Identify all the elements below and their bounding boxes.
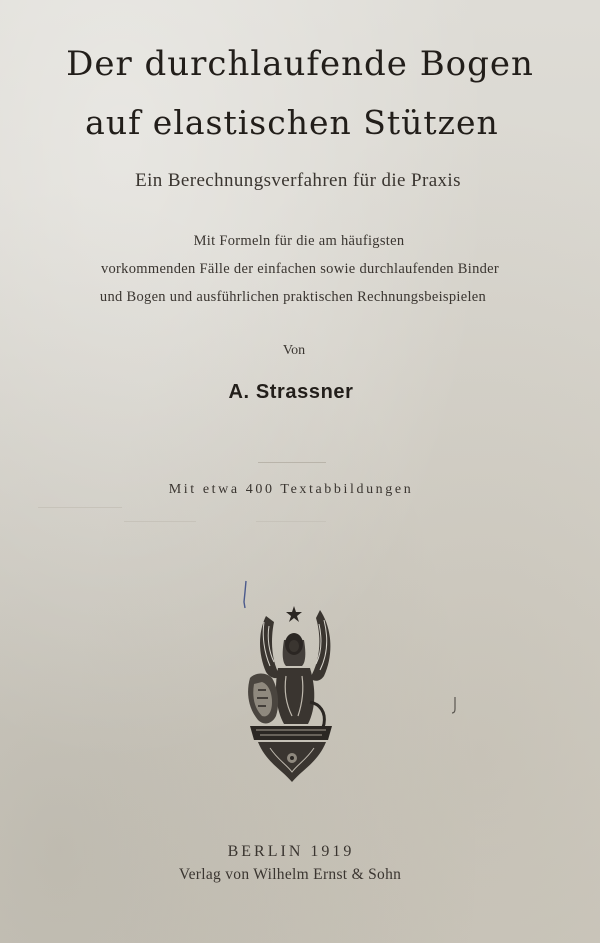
imprint-publisher: Verlag von Wilhelm Ernst & Sohn (178, 866, 402, 883)
imprint-city-year: BERLIN 1919 (227, 843, 355, 860)
publisher-sphinx-emblem-icon (236, 592, 346, 786)
faint-rule-middle (124, 521, 196, 522)
description-line-1: Mit Formeln für die am häufigsten (193, 233, 405, 249)
title-line-1: Der durchlaufende Bogen (66, 44, 534, 84)
byline: Von (282, 343, 306, 358)
description-line-3: und Bogen und ausführlichen praktischen Rechnungsbeispielen (99, 289, 487, 305)
title-line-2: auf elastischen Stützen (85, 103, 499, 142)
pencil-mark (450, 696, 458, 716)
author-name: A. Strassner (228, 381, 354, 403)
illustrations-note: Mit etwa 400 Textabbildungen (168, 482, 414, 497)
faint-rule-right (256, 521, 326, 522)
divider-rule (258, 462, 326, 463)
subtitle: Ein Berechnungsverfahren für die Praxis (135, 170, 461, 191)
description-line-2: vorkommenden Fälle der einfachen sowie durchlaufenden Binder (100, 261, 500, 277)
faint-rule-left (38, 507, 122, 508)
